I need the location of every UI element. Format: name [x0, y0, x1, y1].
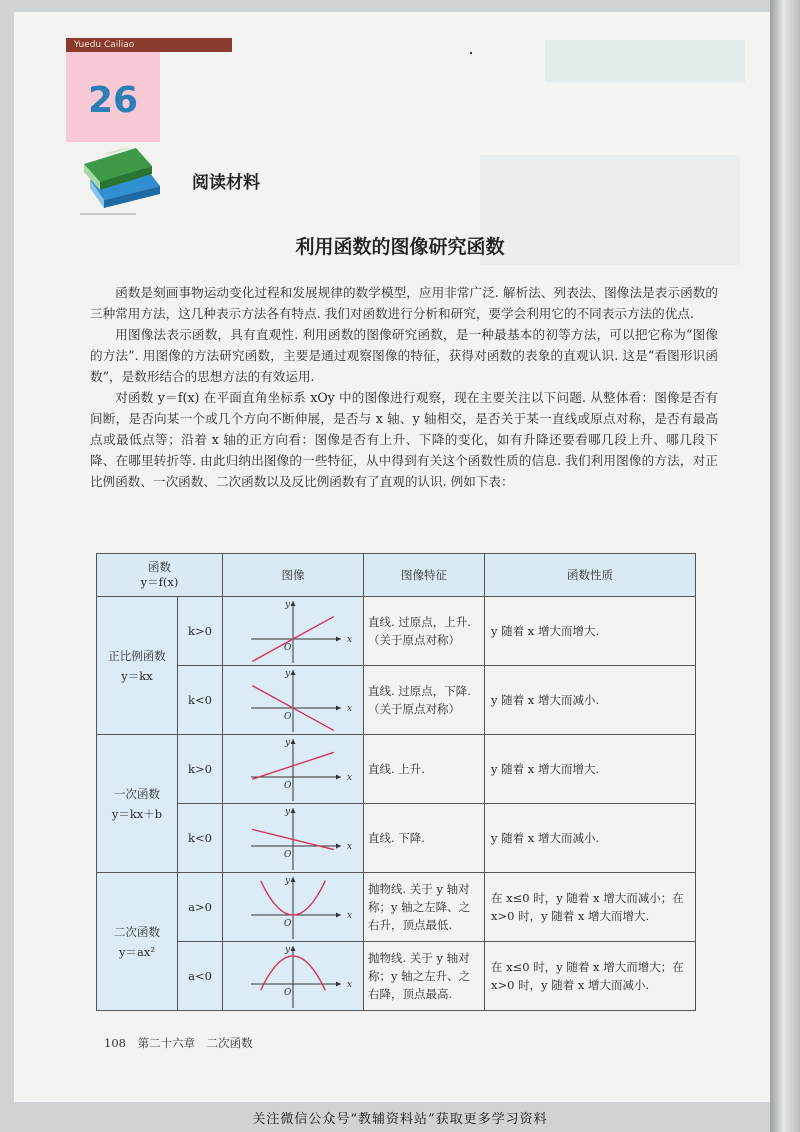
paragraph: 对函数 y＝f(x) 在平面直角坐标系 xOy 中的图像进行观察，现在主要关注以下问题. 从整体看：图像是否有间断，是否向某一个或几个方向不断伸展，是否与 x 轴、y 轴相交，是否关于某一直线或原点对称，是否有最高点或最低点等；沿着 x 轴的正方向看：图像是否有上升、下降的变化，如有升降还要看哪几段上升、哪几段下降、在哪里转折等. 由此归纳出图像的一些特征，从中得到有关这个函数性质的信息. 我们利用图像的方法，对正比例函数、一次函数、二次函数以及反比例函数有了直观的认识. 例如下表：: [90, 390, 718, 489]
condition-cell: a<0: [178, 942, 223, 1011]
condition-cell: k<0: [178, 666, 223, 735]
property-cell: y 随着 x 增大而增大.: [485, 735, 696, 804]
feature-cell: [364, 666, 485, 735]
table-row: [97, 804, 696, 873]
speck: [470, 52, 472, 54]
x-axis-arrow: [336, 775, 341, 780]
x-axis-arrow: [336, 982, 341, 987]
graph-parabola-up: [223, 873, 363, 941]
group-formula: y＝kx＋b: [111, 806, 163, 821]
paragraph: 用图像法表示函数，具有直观性. 利用函数的图像研究函数，是一种最基本的初等方法，可以把它称为“图像的方法”. 用图像的方法研究函数，主要是通过观察图像的特征，获得对函数的表象的直观认识. 这是“看图形识函数”，是数形结合的思想方法的有效运用.: [90, 327, 718, 384]
header-function-line1: 函数: [148, 560, 171, 574]
graph-parabola-down: [223, 942, 363, 1010]
property-cell: y 随着 x 增大而增大.: [485, 597, 696, 666]
header-property: 函数性质: [485, 554, 696, 597]
books-icon: [76, 140, 168, 224]
feature-cell: 直线. 下降.: [364, 804, 485, 873]
table-row: [97, 666, 696, 735]
origin-label: O: [284, 919, 292, 929]
paragraph: 函数是刻画事物运动变化过程和发展规律的数学模型，应用非常广泛. 解析法、列表法、图像法是表示函数的三种常用方法，这几种表示方法各有特点. 我们对函数进行分析和研究，要学会利用它的不同表示方法的优点.: [90, 285, 718, 321]
property-cell: 在 x≤0 时，y 随着 x 增大而减小；在 x>0 时，y 随着 x 增大而增大.: [485, 873, 696, 942]
table-row: [97, 735, 696, 804]
feature-cell: [364, 597, 485, 666]
graph-linear-increasing: [223, 735, 363, 803]
x-axis-label: x: [347, 842, 353, 852]
header-graph: 图像: [223, 554, 364, 597]
section-title: 阅读材料: [192, 173, 260, 193]
group-formula: y＝ax²: [119, 944, 155, 959]
group-formula: y＝kx: [121, 668, 153, 683]
property-cell: y 随着 x 增大而减小.: [485, 666, 696, 735]
origin-label: O: [284, 781, 292, 791]
article-body: [90, 282, 718, 492]
table-header-row: [97, 554, 696, 597]
y-axis-label: y: [285, 738, 291, 748]
x-axis-arrow: [336, 844, 341, 849]
feature-cell: 抛物线. 关于 y 轴对称；y 轴之左升、之右降，顶点最高.: [364, 942, 485, 1011]
graph-cell: [223, 666, 364, 735]
graph-cell: [223, 804, 364, 873]
x-axis-arrow: [336, 706, 341, 711]
series-band: [66, 38, 232, 52]
feature-text: 直线. 过原点，上升.: [368, 615, 471, 629]
watermark-text: 关注微信公众号“教辅资料站”获取更多学习资料: [252, 1112, 548, 1127]
y-axis-label: y: [285, 600, 291, 610]
feature-cell: 抛物线. 关于 y 轴对称；y 轴之左降、之右升，顶点最低.: [364, 873, 485, 942]
condition-cell: k<0: [178, 804, 223, 873]
graph-cell: [223, 735, 364, 804]
header-function-line2: y＝f(x): [140, 575, 179, 589]
x-axis-label: x: [347, 773, 353, 783]
header-function: [97, 554, 223, 597]
table-row: [97, 873, 696, 942]
origin-label: O: [284, 988, 292, 998]
y-axis-label: y: [285, 945, 291, 955]
condition-cell: k>0: [178, 735, 223, 804]
graph-cell: [223, 597, 364, 666]
y-axis-arrow: [291, 670, 296, 675]
table-row: [97, 597, 696, 666]
origin-label: O: [284, 643, 292, 653]
group-name: 一次函数: [114, 786, 160, 801]
y-axis-label: y: [285, 807, 291, 817]
y-axis-arrow: [291, 877, 296, 882]
footer-chapter: 第二十六章 二次函数: [137, 1036, 253, 1050]
group-name: 正比例函数: [108, 648, 166, 663]
feature-cell: 直线. 上升.: [364, 735, 485, 804]
feature-note: （关于原点对称）: [368, 702, 460, 716]
bleed-through-area: [545, 40, 745, 82]
page-number: 108: [104, 1036, 126, 1050]
condition-cell: k>0: [178, 597, 223, 666]
property-cell: y 随着 x 增大而减小.: [485, 804, 696, 873]
y-axis-label: y: [285, 669, 291, 679]
y-axis-arrow: [291, 808, 296, 813]
group-name: 二次函数: [114, 924, 160, 939]
x-axis-label: x: [347, 704, 353, 714]
graph-proportional-decreasing: [223, 666, 363, 734]
feature-text: 直线. 过原点，下降.: [368, 684, 471, 698]
header-feature: 图像特征: [364, 554, 485, 597]
y-axis-arrow: [291, 946, 296, 951]
x-axis-arrow: [336, 637, 341, 642]
x-axis-label: x: [347, 980, 353, 990]
group-cell: [97, 597, 178, 735]
y-axis-label: y: [285, 876, 291, 886]
function-table: [96, 553, 696, 1011]
chapter-number: 26: [88, 80, 139, 121]
article-title: 利用函数的图像研究函数: [295, 236, 505, 258]
series-label: Yuedu Cailiao: [74, 40, 135, 50]
page-footer: [104, 1035, 253, 1051]
graph-linear-decreasing: [223, 804, 363, 872]
graph-cell: [223, 942, 364, 1011]
group-cell: [97, 873, 178, 1011]
table-row: [97, 942, 696, 1011]
group-cell: [97, 735, 178, 873]
graph-proportional-increasing: [223, 597, 363, 665]
x-axis-label: x: [347, 635, 353, 645]
y-axis-arrow: [291, 601, 296, 606]
x-axis-arrow: [336, 913, 341, 918]
origin-label: O: [284, 712, 292, 722]
origin-label: O: [284, 850, 292, 860]
x-axis-label: x: [347, 911, 353, 921]
book-spine: [770, 0, 800, 1132]
graph-cell: [223, 873, 364, 942]
condition-cell: a>0: [178, 873, 223, 942]
property-cell: 在 x≤0 时，y 随着 x 增大而增大；在 x>0 时，y 随着 x 增大而减小.: [485, 942, 696, 1011]
y-axis-arrow: [291, 739, 296, 744]
feature-note: （关于原点对称）: [368, 633, 460, 647]
